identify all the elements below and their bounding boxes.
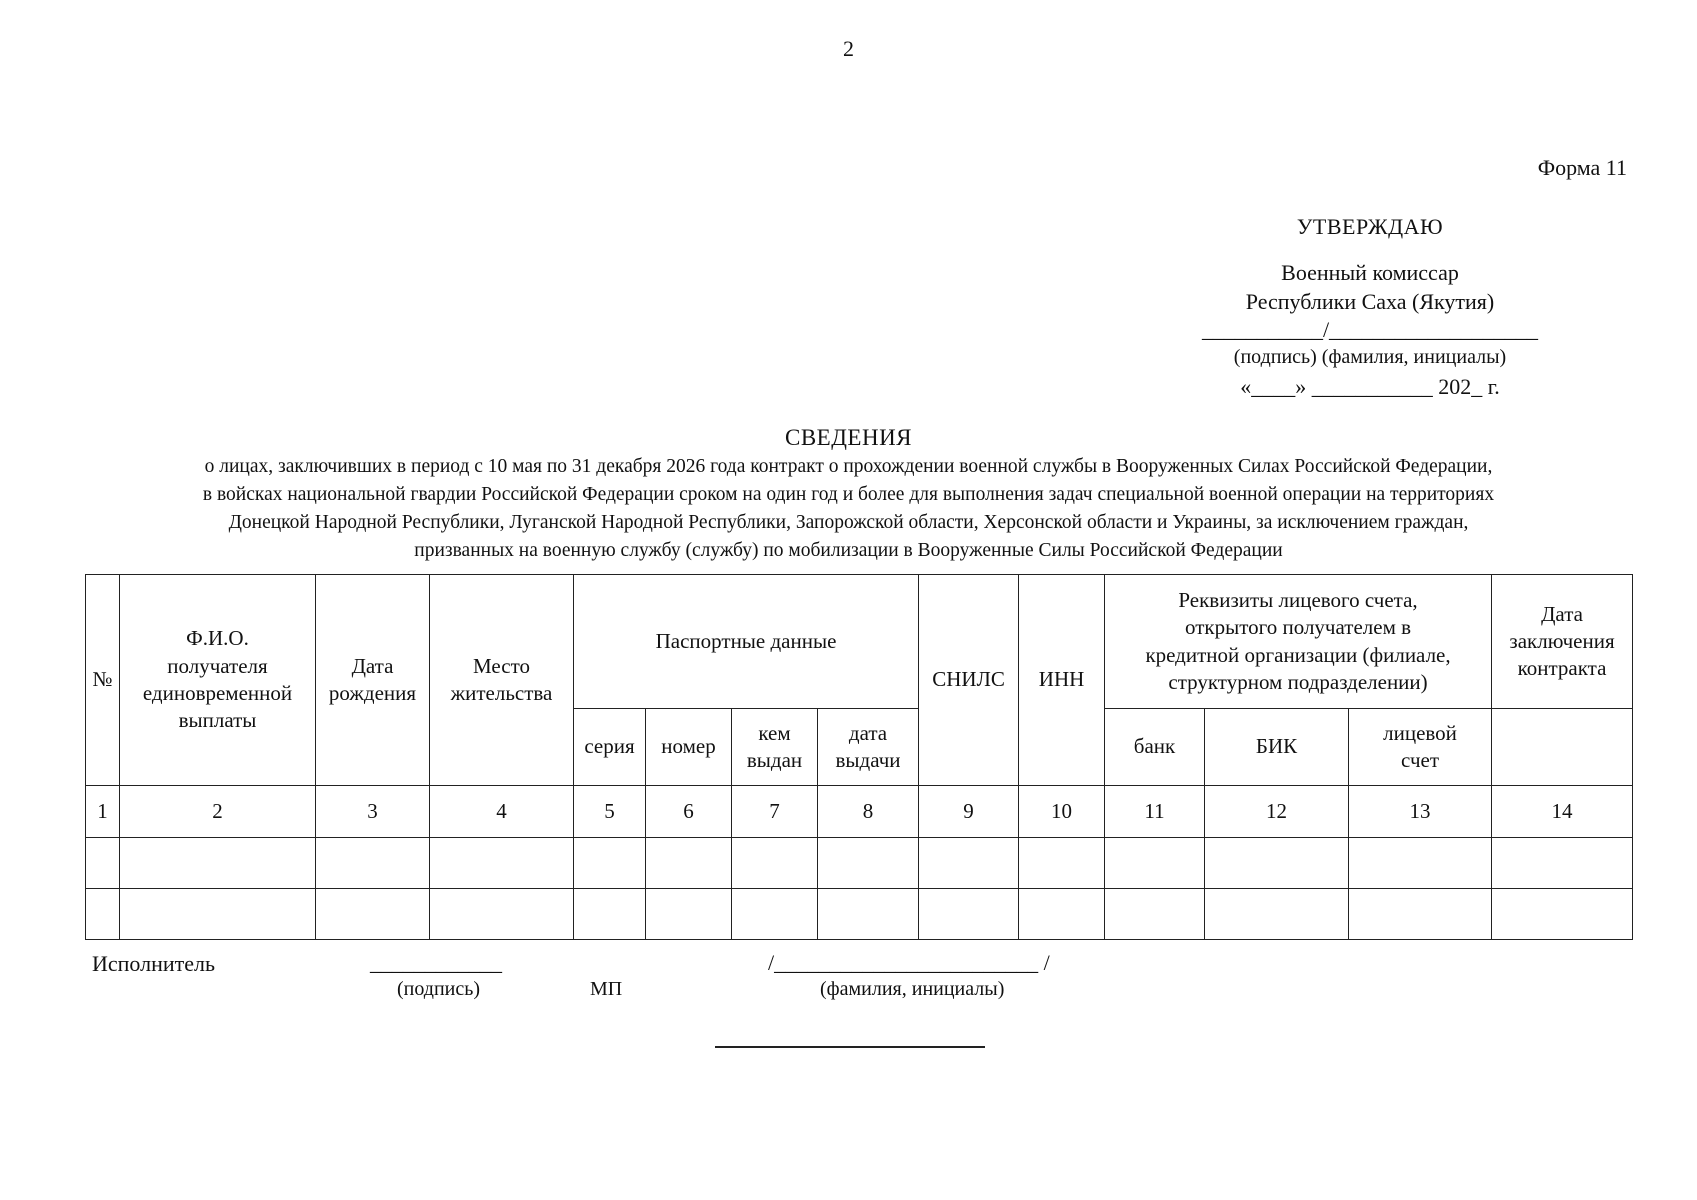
column-number: 3 bbox=[316, 786, 430, 838]
document-title: СВЕДЕНИЯ bbox=[784, 425, 913, 450]
table-cell[interactable] bbox=[430, 838, 574, 889]
column-number: 4 bbox=[430, 786, 574, 838]
header-passport-number: номер bbox=[646, 709, 732, 786]
header-fio: Ф.И.О. получателя единовременной выплаты bbox=[120, 575, 316, 786]
table-cell[interactable] bbox=[316, 838, 430, 889]
document-description-line: Донецкой Народной Республики, Луганской Народной Республики, Запорожской области, Херсонской области и Украины, за исключением граждан, bbox=[228, 512, 1469, 533]
table-cell[interactable] bbox=[818, 838, 919, 889]
bottom-divider bbox=[715, 1046, 985, 1048]
table-cell[interactable] bbox=[818, 889, 919, 940]
header-account-bank: банк bbox=[1105, 709, 1205, 786]
table-cell[interactable] bbox=[120, 889, 316, 940]
column-number: 8 bbox=[818, 786, 919, 838]
executor-signature-caption: (подпись) bbox=[397, 978, 481, 1000]
document-description-line: в войсках национальной гвардии Российской Федерации сроком на один год и более для выполнения задач специальной военной операции на территориях bbox=[202, 484, 1495, 505]
table-cell[interactable] bbox=[1105, 889, 1205, 940]
column-number: 9 bbox=[919, 786, 1019, 838]
header-passport-issued-by: кем выдан bbox=[732, 709, 818, 786]
column-number: 5 bbox=[574, 786, 646, 838]
column-number: 1 bbox=[86, 786, 120, 838]
executor-label: Исполнитель bbox=[92, 951, 216, 976]
document-description-line: призванных на военную службу (службу) по мобилизации в Вооруженные Силы Российской Федерации bbox=[414, 540, 1283, 561]
header-account-bik: БИК bbox=[1205, 709, 1349, 786]
column-number: 12 bbox=[1205, 786, 1349, 838]
table-cell[interactable] bbox=[316, 889, 430, 940]
table-cell[interactable] bbox=[919, 889, 1019, 940]
header-passport-issue-date: дата выдачи bbox=[818, 709, 919, 786]
column-number: 13 bbox=[1349, 786, 1492, 838]
table-cell[interactable] bbox=[574, 889, 646, 940]
column-number: 6 bbox=[646, 786, 732, 838]
table-cell[interactable] bbox=[1492, 838, 1633, 889]
table-cell[interactable] bbox=[120, 838, 316, 889]
table-row bbox=[86, 838, 1633, 889]
column-number: 10 bbox=[1019, 786, 1105, 838]
table-cell[interactable] bbox=[430, 889, 574, 940]
header-snils: СНИЛС bbox=[919, 575, 1019, 786]
table-cell[interactable] bbox=[86, 838, 120, 889]
header-account-number: лицевой счет bbox=[1349, 709, 1492, 786]
column-number: 7 bbox=[732, 786, 818, 838]
document-description-line: о лицах, заключивших в период с 10 мая по 31 декабря 2026 года контракт о прохождении военной службы в Вооруженных Силах Российской Федерации, bbox=[204, 456, 1493, 477]
table-cell[interactable] bbox=[1349, 838, 1492, 889]
header-passport: Паспортные данные bbox=[574, 575, 919, 709]
header-contract-date: Дата заключения контракта bbox=[1492, 575, 1633, 709]
page-number: 2 bbox=[843, 36, 854, 61]
column-number: 2 bbox=[120, 786, 316, 838]
executor-name-blank[interactable]: /________________________ / bbox=[768, 950, 1050, 975]
executor-name-caption: (фамилия, инициалы) bbox=[820, 978, 1005, 1000]
column-number-row bbox=[86, 786, 1633, 838]
table-cell[interactable] bbox=[919, 838, 1019, 889]
table-cell[interactable] bbox=[646, 838, 732, 889]
table-row bbox=[86, 889, 1633, 940]
table-cell[interactable] bbox=[1019, 889, 1105, 940]
table-cell[interactable] bbox=[574, 838, 646, 889]
table-cell[interactable] bbox=[732, 889, 818, 940]
approval-signature-line[interactable]: ___________/___________________ bbox=[1201, 317, 1539, 342]
recipients-table bbox=[85, 574, 1633, 940]
approver-position-line1: Военный комиссар bbox=[1281, 260, 1459, 285]
approval-signature-caption: (подпись) (фамилия, инициалы) bbox=[1233, 346, 1507, 368]
table-cell[interactable] bbox=[1205, 838, 1349, 889]
header-contract-date-empty bbox=[1492, 709, 1633, 786]
header-passport-series: серия bbox=[574, 709, 646, 786]
header-number: № bbox=[86, 575, 120, 786]
table-header-row bbox=[86, 575, 1633, 709]
approval-date-line[interactable]: «____» ___________ 202_ г. bbox=[1240, 374, 1500, 399]
table-cell[interactable] bbox=[732, 838, 818, 889]
table-cell[interactable] bbox=[1492, 889, 1633, 940]
executor-signature-blank[interactable]: ____________ bbox=[370, 950, 502, 975]
column-number: 11 bbox=[1105, 786, 1205, 838]
table-cell[interactable] bbox=[1105, 838, 1205, 889]
header-birth-date: Дата рождения bbox=[316, 575, 430, 786]
table-cell[interactable] bbox=[86, 889, 120, 940]
table-cell[interactable] bbox=[1349, 889, 1492, 940]
table-cell[interactable] bbox=[1019, 838, 1105, 889]
header-inn: ИНН bbox=[1019, 575, 1105, 786]
header-residence: Место жительства bbox=[430, 575, 574, 786]
column-number: 14 bbox=[1492, 786, 1633, 838]
approver-position-line2: Республики Саха (Якутия) bbox=[1245, 289, 1495, 314]
approval-title: УТВЕРЖДАЮ bbox=[1296, 214, 1444, 239]
table-cell[interactable] bbox=[1205, 889, 1349, 940]
table-cell[interactable] bbox=[646, 889, 732, 940]
header-account-details: Реквизиты лицевого счета, открытого получателем в кредитной организации (филиале, структурном подразделении) bbox=[1105, 575, 1492, 709]
form-number: Форма 11 bbox=[1537, 155, 1627, 180]
stamp-label: МП bbox=[590, 978, 623, 1000]
